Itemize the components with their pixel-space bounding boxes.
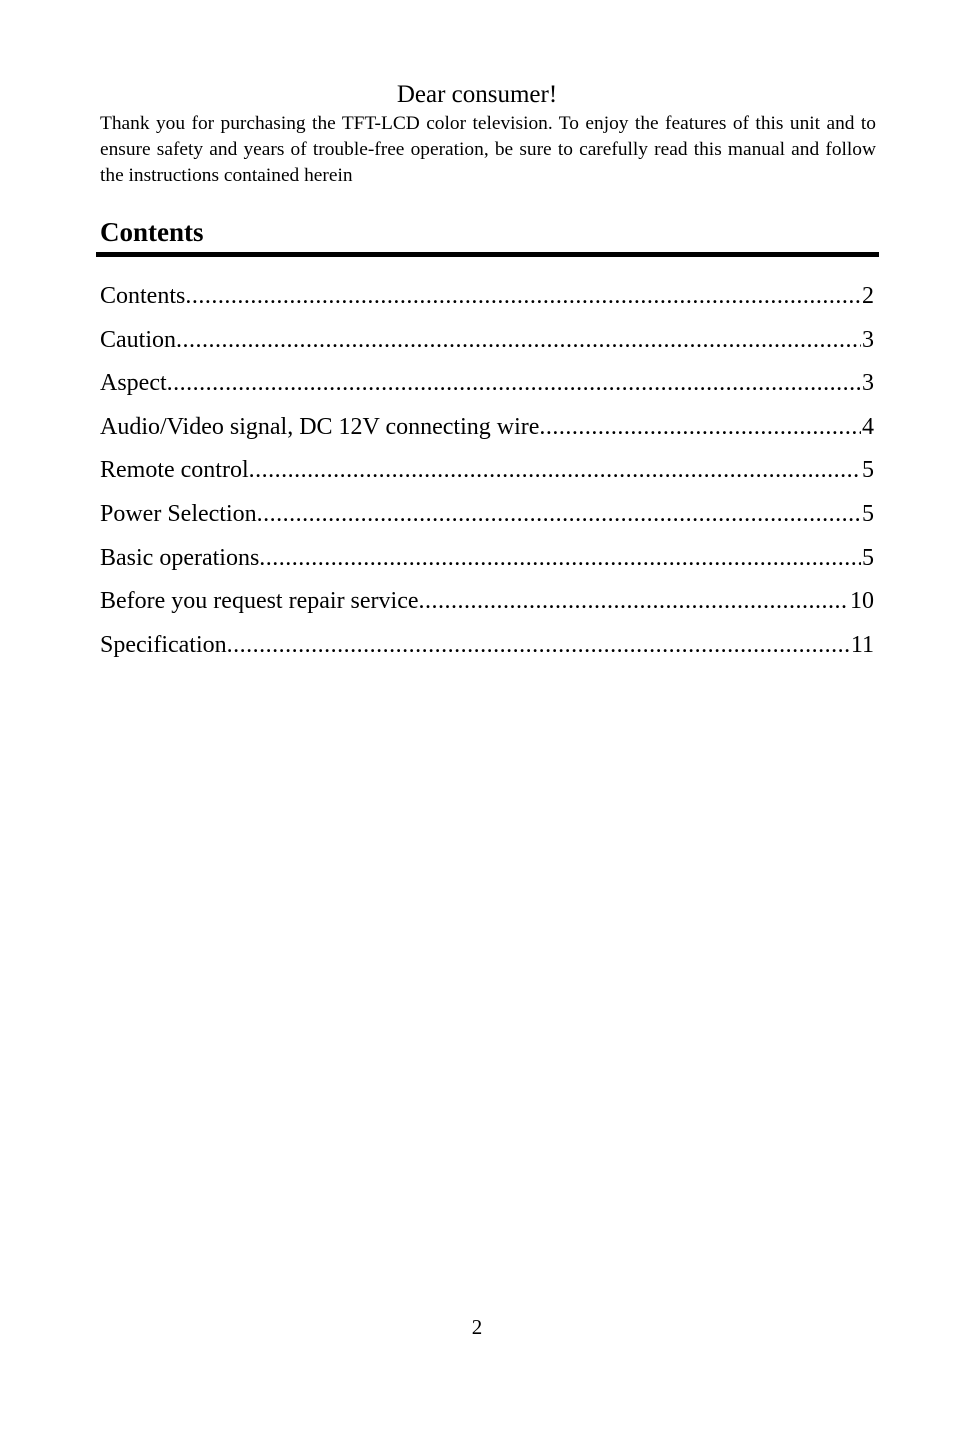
toc-leader-dots [185, 279, 861, 313]
toc-leader-dots [259, 541, 861, 575]
toc-leader-dots [176, 323, 861, 357]
toc-entry-page: 4 [862, 413, 874, 440]
toc-entry-title: Remote control [100, 457, 249, 484]
toc-entry-title: Power Selection [100, 500, 257, 527]
toc-entry-repair-service [100, 584, 874, 628]
toc-leader-dots [257, 497, 861, 531]
toc-leader-dots [167, 366, 861, 400]
toc-entry-page: 5 [862, 500, 874, 527]
contents-heading: Contents [100, 217, 204, 247]
toc-entry-title: Basic operations [100, 544, 260, 571]
toc-entry-page: 10 [850, 588, 874, 615]
toc-entry-title: Aspect [100, 370, 167, 397]
toc-entry-title: Before you request repair service [100, 588, 419, 615]
toc-entry-title: Specification [100, 631, 227, 658]
toc-entry-title: Contents [100, 283, 186, 309]
toc-entry-page: 3 [862, 326, 874, 353]
toc-leader-dots [419, 584, 849, 618]
toc-entry-page: 2 [862, 283, 874, 309]
toc-entry-specification [100, 628, 874, 672]
toc-entry-page: 11 [850, 631, 874, 658]
toc-leader-dots [249, 453, 861, 487]
toc-entry-basic-operations [100, 541, 874, 585]
toc-entry-contents [100, 279, 874, 323]
toc-entry-remote-control [100, 453, 874, 497]
toc-entry-aspect [100, 366, 874, 410]
toc-leader-dots [539, 410, 861, 444]
intro-paragraph: Thank you for purchasing the TFT-LCD color television. To enjoy the features of this unit and to ensure safety and years of trouble-free operation, be sure to carefully read this manual and follow the instructions contained herein [100, 113, 876, 186]
toc-entry-power-selection [100, 497, 874, 541]
toc-entry-page: 5 [862, 544, 874, 571]
toc-entry-caution [100, 323, 874, 367]
toc-entry-page: 5 [862, 457, 874, 484]
page-number: 2 [471, 1315, 483, 1339]
greeting-title: Dear consumer! [396, 81, 558, 108]
toc-leader-dots [227, 628, 850, 662]
heading-rule [96, 252, 879, 257]
toc-entry-audio-video [100, 410, 874, 454]
toc-entry-page: 3 [862, 370, 874, 397]
table-of-contents [100, 279, 874, 671]
toc-entry-title: Caution [100, 326, 176, 353]
toc-entry-title: Audio/Video signal, DC 12V connecting wire [100, 413, 540, 440]
